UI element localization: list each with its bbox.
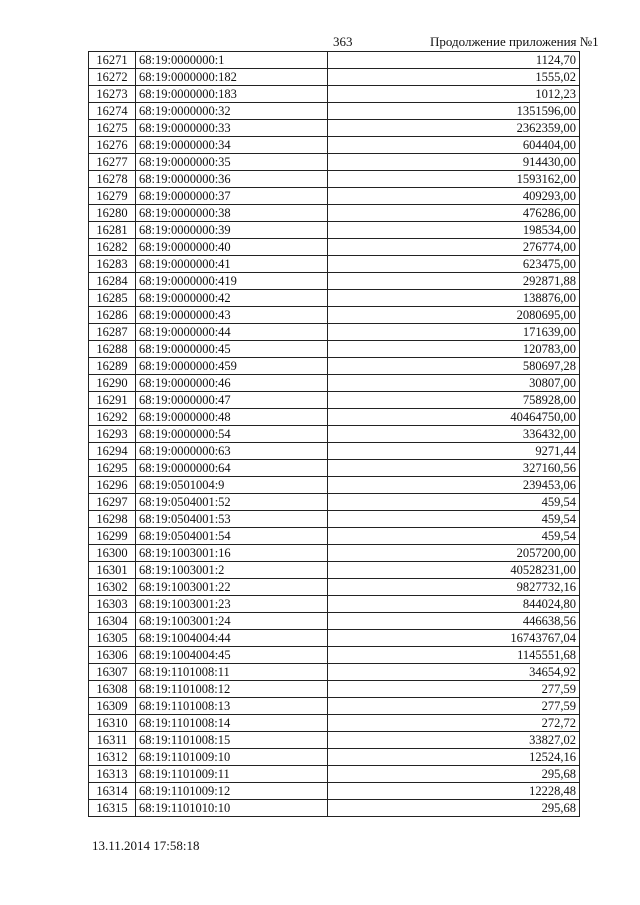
- table-row: [89, 103, 580, 120]
- cadastral-value-cell: 1124,70: [328, 52, 580, 69]
- cadastral-number-cell: 68:19:0000000:459: [136, 358, 328, 375]
- row-number-cell: 16277: [89, 154, 136, 171]
- cadastral-value-cell: 580697,28: [328, 358, 580, 375]
- row-number-cell: 16286: [89, 307, 136, 324]
- table-row: [89, 307, 580, 324]
- row-number-cell: 16281: [89, 222, 136, 239]
- row-number-cell: 16303: [89, 596, 136, 613]
- cadastral-number-cell: 68:19:0000000:37: [136, 188, 328, 205]
- table-row: [89, 426, 580, 443]
- cadastral-number-cell: 68:19:0000000:419: [136, 273, 328, 290]
- table-row: [89, 239, 580, 256]
- row-number-cell: 16273: [89, 86, 136, 103]
- row-number-cell: 16275: [89, 120, 136, 137]
- cadastral-value-cell: 1351596,00: [328, 103, 580, 120]
- row-number-cell: 16293: [89, 426, 136, 443]
- cadastral-number-cell: 68:19:0000000:48: [136, 409, 328, 426]
- row-number-cell: 16315: [89, 800, 136, 817]
- row-number-cell: 16279: [89, 188, 136, 205]
- table-row: [89, 630, 580, 647]
- table-row: [89, 613, 580, 630]
- row-number-cell: 16276: [89, 137, 136, 154]
- table-row: [89, 392, 580, 409]
- cadastral-number-cell: 68:19:1101008:13: [136, 698, 328, 715]
- cadastral-number-cell: 68:19:1101008:12: [136, 681, 328, 698]
- cadastral-number-cell: 68:19:1003001:16: [136, 545, 328, 562]
- cadastral-value-cell: 12228,48: [328, 783, 580, 800]
- row-number-cell: 16291: [89, 392, 136, 409]
- row-number-cell: 16283: [89, 256, 136, 273]
- table-row: [89, 137, 580, 154]
- cadastral-value-cell: 459,54: [328, 494, 580, 511]
- page-number: 363: [333, 34, 353, 49]
- cadastral-value-cell: 1012,23: [328, 86, 580, 103]
- cadastral-number-cell: 68:19:0000000:46: [136, 375, 328, 392]
- cadastral-value-cell: 295,68: [328, 766, 580, 783]
- cadastral-value-cell: 277,59: [328, 698, 580, 715]
- table-row: [89, 783, 580, 800]
- cadastral-value-cell: 758928,00: [328, 392, 580, 409]
- cadastral-number-cell: 68:19:0000000:40: [136, 239, 328, 256]
- cadastral-number-cell: 68:19:0000000:34: [136, 137, 328, 154]
- row-number-cell: 16284: [89, 273, 136, 290]
- table-row: [89, 222, 580, 239]
- row-number-cell: 16308: [89, 681, 136, 698]
- row-number-cell: 16274: [89, 103, 136, 120]
- row-number-cell: 16295: [89, 460, 136, 477]
- row-number-cell: 16288: [89, 341, 136, 358]
- cadastral-value-cell: 295,68: [328, 800, 580, 817]
- table-row: [89, 562, 580, 579]
- row-number-cell: 16314: [89, 783, 136, 800]
- table-row: [89, 120, 580, 137]
- cadastral-value-cell: 171639,00: [328, 324, 580, 341]
- cadastral-value-cell: 16743767,04: [328, 630, 580, 647]
- table-row: [89, 749, 580, 766]
- cadastral-value-cell: 33827,02: [328, 732, 580, 749]
- cadastral-value-cell: 1593162,00: [328, 171, 580, 188]
- cadastral-value-cell: 327160,56: [328, 460, 580, 477]
- cadastral-number-cell: 68:19:1004004:45: [136, 647, 328, 664]
- cadastral-number-cell: 68:19:0000000:47: [136, 392, 328, 409]
- table-row: [89, 154, 580, 171]
- table-row: [89, 732, 580, 749]
- table-row: [89, 290, 580, 307]
- row-number-cell: 16311: [89, 732, 136, 749]
- row-number-cell: 16300: [89, 545, 136, 562]
- table-row: [89, 324, 580, 341]
- row-number-cell: 16289: [89, 358, 136, 375]
- table-row: [89, 205, 580, 222]
- row-number-cell: 16298: [89, 511, 136, 528]
- table-row: [89, 545, 580, 562]
- row-number-cell: 16272: [89, 69, 136, 86]
- table-row: [89, 409, 580, 426]
- row-number-cell: 16310: [89, 715, 136, 732]
- table-row: [89, 443, 580, 460]
- table-row: [89, 766, 580, 783]
- cadastral-value-cell: 1555,02: [328, 69, 580, 86]
- row-number-cell: 16313: [89, 766, 136, 783]
- cadastral-number-cell: 68:19:0000000:35: [136, 154, 328, 171]
- table-row: [89, 528, 580, 545]
- cadastral-value-cell: 40464750,00: [328, 409, 580, 426]
- table-row: [89, 494, 580, 511]
- cadastral-number-cell: 68:19:0000000:39: [136, 222, 328, 239]
- row-number-cell: 16278: [89, 171, 136, 188]
- cadastral-number-cell: 68:19:0000000:183: [136, 86, 328, 103]
- cadastral-value-cell: 1145551,68: [328, 647, 580, 664]
- table-row: [89, 715, 580, 732]
- row-number-cell: 16282: [89, 239, 136, 256]
- cadastral-number-cell: 68:19:0504001:52: [136, 494, 328, 511]
- cadastral-value-cell: 138876,00: [328, 290, 580, 307]
- table-row: [89, 579, 580, 596]
- cadastral-number-cell: 68:19:1101009:11: [136, 766, 328, 783]
- cadastral-number-cell: 68:19:1003001:24: [136, 613, 328, 630]
- row-number-cell: 16280: [89, 205, 136, 222]
- table-row: [89, 69, 580, 86]
- row-number-cell: 16292: [89, 409, 136, 426]
- cadastral-value-cell: 9271,44: [328, 443, 580, 460]
- cadastral-number-cell: 68:19:0000000:36: [136, 171, 328, 188]
- cadastral-value-cell: 2080695,00: [328, 307, 580, 324]
- row-number-cell: 16309: [89, 698, 136, 715]
- row-number-cell: 16307: [89, 664, 136, 681]
- table-row: [89, 358, 580, 375]
- cadastral-value-cell: 459,54: [328, 528, 580, 545]
- cadastral-number-cell: 68:19:0000000:54: [136, 426, 328, 443]
- cadastral-number-cell: 68:19:0000000:41: [136, 256, 328, 273]
- cadastral-value-cell: 459,54: [328, 511, 580, 528]
- table-row: [89, 596, 580, 613]
- table-row: [89, 341, 580, 358]
- table-row: [89, 273, 580, 290]
- cadastral-number-cell: 68:19:0000000:38: [136, 205, 328, 222]
- cadastral-number-cell: 68:19:0000000:1: [136, 52, 328, 69]
- cadastral-number-cell: 68:19:0504001:54: [136, 528, 328, 545]
- table-row: [89, 188, 580, 205]
- cadastral-value-cell: 336432,00: [328, 426, 580, 443]
- cadastral-value-cell: 40528231,00: [328, 562, 580, 579]
- cadastral-number-cell: 68:19:1004004:44: [136, 630, 328, 647]
- table-row: [89, 52, 580, 69]
- cadastral-value-cell: 9827732,16: [328, 579, 580, 596]
- cadastral-number-cell: 68:19:1101009:10: [136, 749, 328, 766]
- cadastral-value-cell: 2057200,00: [328, 545, 580, 562]
- row-number-cell: 16301: [89, 562, 136, 579]
- table-row: [89, 460, 580, 477]
- cadastral-value-cell: 604404,00: [328, 137, 580, 154]
- cadastral-value-cell: 2362359,00: [328, 120, 580, 137]
- cadastral-value-cell: 277,59: [328, 681, 580, 698]
- cadastral-value-cell: 409293,00: [328, 188, 580, 205]
- row-number-cell: 16305: [89, 630, 136, 647]
- cadastral-value-cell: 272,72: [328, 715, 580, 732]
- cadastral-number-cell: 68:19:0000000:42: [136, 290, 328, 307]
- cadastral-value-cell: 239453,06: [328, 477, 580, 494]
- row-number-cell: 16297: [89, 494, 136, 511]
- cadastral-number-cell: 68:19:0000000:182: [136, 69, 328, 86]
- row-number-cell: 16312: [89, 749, 136, 766]
- cadastral-number-cell: 68:19:1101008:15: [136, 732, 328, 749]
- table-row: [89, 698, 580, 715]
- cadastral-number-cell: 68:19:1101009:12: [136, 783, 328, 800]
- cadastral-number-cell: 68:19:1003001:2: [136, 562, 328, 579]
- cadastral-number-cell: 68:19:0000000:33: [136, 120, 328, 137]
- cadastral-number-cell: 68:19:1101008:14: [136, 715, 328, 732]
- row-number-cell: 16304: [89, 613, 136, 630]
- table-row: [89, 477, 580, 494]
- row-number-cell: 16287: [89, 324, 136, 341]
- cadastral-number-cell: 68:19:0501004:9: [136, 477, 328, 494]
- cadastral-value-cell: 623475,00: [328, 256, 580, 273]
- cadastral-number-cell: 68:19:0000000:45: [136, 341, 328, 358]
- table-row: [89, 86, 580, 103]
- cadastral-number-cell: 68:19:1101008:11: [136, 664, 328, 681]
- cadastral-value-cell: 12524,16: [328, 749, 580, 766]
- table-row: [89, 681, 580, 698]
- cadastral-value-table: [88, 51, 580, 817]
- cadastral-value-cell: 292871,88: [328, 273, 580, 290]
- cadastral-number-cell: 68:19:0000000:64: [136, 460, 328, 477]
- row-number-cell: 16285: [89, 290, 136, 307]
- cadastral-value-cell: 844024,80: [328, 596, 580, 613]
- cadastral-value-cell: 30807,00: [328, 375, 580, 392]
- cadastral-number-cell: 68:19:1101010:10: [136, 800, 328, 817]
- row-number-cell: 16294: [89, 443, 136, 460]
- cadastral-number-cell: 68:19:0000000:32: [136, 103, 328, 120]
- row-number-cell: 16290: [89, 375, 136, 392]
- table-row: [89, 664, 580, 681]
- table-row: [89, 171, 580, 188]
- cadastral-number-cell: 68:19:0504001:53: [136, 511, 328, 528]
- table-row: [89, 375, 580, 392]
- cadastral-value-cell: 276774,00: [328, 239, 580, 256]
- cadastral-value-cell: 476286,00: [328, 205, 580, 222]
- cadastral-value-cell: 914430,00: [328, 154, 580, 171]
- row-number-cell: 16299: [89, 528, 136, 545]
- table-row: [89, 647, 580, 664]
- cadastral-number-cell: 68:19:0000000:44: [136, 324, 328, 341]
- cadastral-value-cell: 446638,56: [328, 613, 580, 630]
- cadastral-value-cell: 198534,00: [328, 222, 580, 239]
- cadastral-number-cell: 68:19:1003001:23: [136, 596, 328, 613]
- table-row: [89, 256, 580, 273]
- cadastral-value-cell: 120783,00: [328, 341, 580, 358]
- cadastral-number-cell: 68:19:0000000:63: [136, 443, 328, 460]
- row-number-cell: 16271: [89, 52, 136, 69]
- cadastral-number-cell: 68:19:1003001:22: [136, 579, 328, 596]
- row-number-cell: 16296: [89, 477, 136, 494]
- cadastral-number-cell: 68:19:0000000:43: [136, 307, 328, 324]
- appendix-continuation-note: Продолжение приложения №1: [430, 34, 599, 49]
- print-timestamp: 13.11.2014 17:58:18: [92, 838, 200, 853]
- table-row: [89, 800, 580, 817]
- row-number-cell: 16306: [89, 647, 136, 664]
- table-row: [89, 511, 580, 528]
- cadastral-value-cell: 34654,92: [328, 664, 580, 681]
- row-number-cell: 16302: [89, 579, 136, 596]
